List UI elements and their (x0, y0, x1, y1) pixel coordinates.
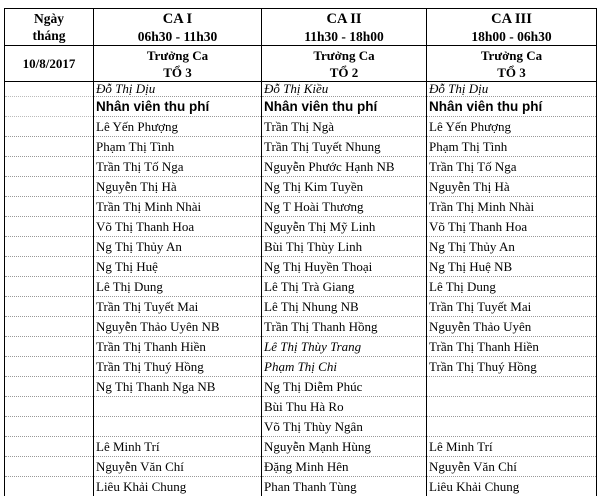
staff-name-cell: Trần Thị Minh Nhài (427, 197, 597, 217)
month-label: tháng (32, 28, 65, 43)
shift-1-team-name: TỔ 3 (163, 65, 192, 80)
table-row (5, 357, 597, 377)
staff-name-cell: Ng Thị Huệ NB (427, 257, 597, 277)
staff-name-cell: Ng Thị Kim Tuyền (262, 177, 427, 197)
staff-name-cell: Lê Minh Trí (427, 437, 597, 457)
staff-name-cell: Trần Thị Tố Nga (94, 157, 262, 177)
staff-name-cell (94, 397, 262, 417)
shift-3-time: 18h00 - 06h30 (471, 29, 551, 44)
empty-date-cell (5, 197, 94, 217)
empty-date-cell (5, 297, 94, 317)
empty-date-cell (5, 337, 94, 357)
staff-name-cell: Nguyễn Thị Mỹ Linh (262, 217, 427, 237)
staff-name-cell (427, 377, 597, 397)
empty-date-cell (5, 357, 94, 377)
table-row (5, 157, 597, 177)
staff-name-cell: Phạm Thị Chi (262, 357, 427, 377)
staff-name-cell: Phạm Thị Tình (94, 137, 262, 157)
staff-name-cell: Trần Thị Thuý Hồng (427, 357, 597, 377)
staff-name-cell: Trần Thị Tố Nga (427, 157, 597, 177)
staff-name-cell: Ng Thị Huệ (94, 257, 262, 277)
shift-2-team-name: TỔ 2 (330, 65, 359, 80)
staff-name-cell: Võ Thị Thanh Hoa (427, 217, 597, 237)
empty-date-cell (5, 257, 94, 277)
empty-date-cell (5, 477, 94, 496)
staff-name-cell: Trần Thị Thuý Hồng (94, 357, 262, 377)
staff-name-cell: Ng Thị Thanh Nga NB (94, 377, 262, 397)
shift-3-name: CA III (491, 11, 532, 27)
staff-name-cell: Trần Thị Thanh Hiền (94, 337, 262, 357)
shift-1-name: CA I (163, 11, 192, 27)
staff-name-cell: Trần Thị Minh Nhài (94, 197, 262, 217)
table-row (5, 377, 597, 397)
staff-name-cell: Nguyễn Phước Hạnh NB (262, 157, 427, 177)
staff-name-cell: Nguyễn Thị Hà (427, 177, 597, 197)
shift-1-header (94, 9, 262, 46)
table-row (5, 117, 597, 137)
date-row (5, 46, 597, 82)
empty-date-cell (5, 217, 94, 237)
staff-name-cell: Lê Yến Phượng (94, 117, 262, 137)
staff-name-cell: Phạm Thị Tình (427, 137, 597, 157)
table-row (5, 457, 597, 477)
empty-date-cell (5, 397, 94, 417)
shift-2-lead-label: Trưởng Ca (313, 48, 374, 63)
staff-name-cell: Liêu Khải Chung (427, 477, 597, 496)
shift-2-leader: Đỗ Thị Kiều (262, 82, 427, 97)
shift-3-header (427, 9, 597, 46)
empty-date-cell (5, 117, 94, 137)
staff-name-cell: Lê Thị Trà Giang (262, 277, 427, 297)
staff-name-cell: Nguyễn Thảo Uyên (427, 317, 597, 337)
shift-1-role-label: Nhân viên thu phí (94, 97, 262, 117)
shift-1-leader: Đỗ Thị Dịu (94, 82, 262, 97)
staff-name-cell: Nguyễn Văn Chí (427, 457, 597, 477)
staff-name-cell: Ng T Hoài Thương (262, 197, 427, 217)
staff-name-cell: Đặng Minh Hên (262, 457, 427, 477)
staff-name-cell: Nguyễn Thảo Uyên NB (94, 317, 262, 337)
empty-date-cell (5, 157, 94, 177)
empty-date-cell (5, 377, 94, 397)
staff-name-cell: Lê Minh Trí (94, 437, 262, 457)
table-row (5, 477, 597, 496)
table-row (5, 297, 597, 317)
staff-name-cell: Ng Thị Huyền Thoại (262, 257, 427, 277)
table-row (5, 417, 597, 437)
role-row (5, 97, 597, 117)
staff-name-cell: Lê Thị Dung (427, 277, 597, 297)
staff-name-cell: Ng Thị Thủy An (94, 237, 262, 257)
empty-date-cell (5, 97, 94, 117)
shift-3-role-label: Nhân viên thu phí (427, 97, 597, 117)
empty-date-cell (5, 417, 94, 437)
staff-name-cell: Nguyễn Văn Chí (94, 457, 262, 477)
staff-name-cell (427, 397, 597, 417)
table-row (5, 317, 597, 337)
staff-name-cell (94, 417, 262, 437)
staff-name-cell: Lê Yến Phượng (427, 117, 597, 137)
staff-name-cell: Trần Thị Thanh Hồng (262, 317, 427, 337)
shift-schedule-table (4, 8, 597, 496)
date-cell: 10/8/2017 (5, 46, 94, 82)
shift-3-team (427, 46, 597, 82)
staff-name-cell: Võ Thị Thanh Hoa (94, 217, 262, 237)
table-row (5, 177, 597, 197)
staff-name-cell: Phan Thanh Tùng (262, 477, 427, 496)
staff-name-cell: Trần Thị Tuyết Mai (427, 297, 597, 317)
staff-name-cell: Trần Thị Thanh Hiền (427, 337, 597, 357)
staff-name-cell: Bùi Thị Thùy Linh (262, 237, 427, 257)
shift-2-header (262, 9, 427, 46)
shift-2-role-label: Nhân viên thu phí (262, 97, 427, 117)
empty-date-cell (5, 437, 94, 457)
header-row (5, 9, 597, 46)
shift-1-lead-label: Trưởng Ca (147, 48, 208, 63)
staff-name-cell: Trần Thị Tuyết Mai (94, 297, 262, 317)
table-row (5, 217, 597, 237)
table-row (5, 257, 597, 277)
empty-date-cell (5, 177, 94, 197)
staff-name-cell: Liêu Khải Chung (94, 477, 262, 496)
table-row (5, 197, 597, 217)
staff-name-cell: Trần Thị Ngà (262, 117, 427, 137)
shift-3-leader: Đỗ Thị Dịu (427, 82, 597, 97)
staff-name-cell: Ng Thị Diễm Phúc (262, 377, 427, 397)
table-row (5, 397, 597, 417)
shift-2-time: 11h30 - 18h00 (304, 29, 384, 44)
shift-3-team-name: TỔ 3 (497, 65, 526, 80)
leader-row (5, 82, 597, 97)
empty-date-cell (5, 82, 94, 97)
empty-date-cell (5, 317, 94, 337)
shift-3-lead-label: Trưởng Ca (481, 48, 542, 63)
staff-name-cell: Nguyễn Thị Hà (94, 177, 262, 197)
staff-name-cell: Trần Thị Tuyết Nhung (262, 137, 427, 157)
staff-list (5, 117, 597, 496)
table-row (5, 137, 597, 157)
shift-1-time: 06h30 - 11h30 (138, 29, 218, 44)
table-row (5, 337, 597, 357)
empty-date-cell (5, 457, 94, 477)
shift-1-team (94, 46, 262, 82)
day-month-header (5, 9, 94, 46)
empty-date-cell (5, 137, 94, 157)
staff-name-cell: Lê Thị Thùy Trang (262, 337, 427, 357)
staff-name-cell (427, 417, 597, 437)
empty-date-cell (5, 277, 94, 297)
day-label: Ngày (34, 11, 64, 26)
table-row (5, 237, 597, 257)
staff-name-cell: Lê Thị Nhung NB (262, 297, 427, 317)
staff-name-cell: Nguyễn Mạnh Hùng (262, 437, 427, 457)
table-row (5, 437, 597, 457)
table-row (5, 277, 597, 297)
empty-date-cell (5, 237, 94, 257)
staff-name-cell: Lê Thị Dung (94, 277, 262, 297)
shift-2-name: CA II (326, 11, 361, 27)
staff-name-cell: Võ Thị Thùy Ngân (262, 417, 427, 437)
shift-2-team (262, 46, 427, 82)
staff-name-cell: Ng Thị Thủy An (427, 237, 597, 257)
staff-name-cell: Bùi Thu Hà Ro (262, 397, 427, 417)
